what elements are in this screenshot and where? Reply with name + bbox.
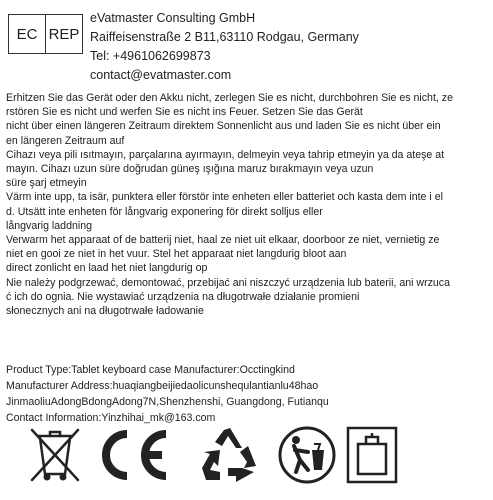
eu-representative-info bbox=[90, 9, 359, 85]
warning-line: Cihazı veya pili ısıtmayın, parçalarına ayırmayın, delmeyin veya tahrip etmeyin ya da ateşe at bbox=[6, 148, 445, 161]
warning-line: Nie należy podgrzewać, demontować, przebijać ani niszczyć urządzenia lub baterii, ani wrzuca bbox=[6, 276, 450, 289]
compliance-symbols bbox=[24, 424, 484, 486]
warning-line: långvarig laddning bbox=[6, 219, 92, 232]
indoor-use-only-icon bbox=[344, 424, 400, 486]
recycling-arrows-icon bbox=[198, 424, 262, 486]
ec-rep-label bbox=[8, 14, 83, 54]
warning-line: d. Utsätt inte enheten för långvarig exponering för direkt solljus eller bbox=[6, 205, 323, 218]
representative-email: contact@evatmaster.com bbox=[90, 68, 232, 82]
warning-line: direct zonlicht en laad het niet langdurig op bbox=[6, 262, 208, 275]
representative-address: Raiffeisenstraße 2 B11,63110 Rodgau, Germany bbox=[90, 30, 359, 44]
product-type-line: Product Type:Tablet keyboard case Manufacturer:Occtingkind bbox=[6, 364, 295, 376]
crossed-out-wheelie-bin-icon bbox=[24, 424, 86, 486]
representative-tel: Tel: +4961062699873 bbox=[90, 49, 211, 63]
representative-name: eVatmaster Consulting GmbH bbox=[90, 11, 256, 25]
warning-line: en längeren Zeitraum auf bbox=[6, 134, 125, 147]
warning-line: rstören Sie es nicht und werfen Sie es nicht ins Feuer. Setzen Sie das Gerät bbox=[6, 106, 363, 119]
ec-rep-label-ec: EC bbox=[16, 25, 38, 43]
warning-line: Värm inte upp, ta isär, punktera eller förstör inte enheten eller batteriet och kasta dem inte i el bbox=[6, 191, 443, 204]
warning-line: süre şarj etmeyin bbox=[6, 177, 87, 190]
warning-line: słonecznych ani na długotrwałe ładowanie bbox=[6, 305, 204, 318]
warning-line: nicht über einen längeren Zeitraum direktem Sonnenlicht aus und laden Sie es nicht über ein bbox=[6, 120, 441, 133]
manufacturer-address-line-2: JinmaoliuAdongBdongAdong7N,Shenzhenshi, Guangdong, Futianqu bbox=[6, 396, 329, 408]
manufacturer-address-line: Manufacturer Address:huaqiangbeijiedaolicunshequlantianlu48hao bbox=[6, 380, 319, 392]
tidyman-icon bbox=[276, 424, 338, 486]
product-info bbox=[6, 362, 329, 426]
contact-information-line: Contact Information:Yinzhihai_mk@163.com bbox=[6, 412, 216, 424]
warning-line: niet en gooi ze niet in het vuur. Stel het apparaat niet langdurig bloot aan bbox=[6, 248, 347, 261]
ce-mark-icon bbox=[94, 424, 174, 486]
safety-warnings bbox=[6, 91, 490, 318]
warning-line: Erhitzen Sie das Gerät oder den Akku nicht, zerlegen Sie es nicht, durchbohren Sie es nicht, ze bbox=[6, 92, 453, 104]
ec-rep-label-rep: REP bbox=[45, 15, 82, 53]
warning-line: Verwarm het apparaat of de batterij niet, haal ze niet uit elkaar, doorboor ze niet, vernietig ze bbox=[6, 234, 440, 247]
warning-line: mayın. Cihazı uzun süre doğrudan güneş ışığına maruz bırakmayın veya uzun bbox=[6, 163, 374, 176]
warning-line: ć ich do ognia. Nie wystawiać urządzenia na długotrwałe działanie promieni bbox=[6, 290, 360, 303]
